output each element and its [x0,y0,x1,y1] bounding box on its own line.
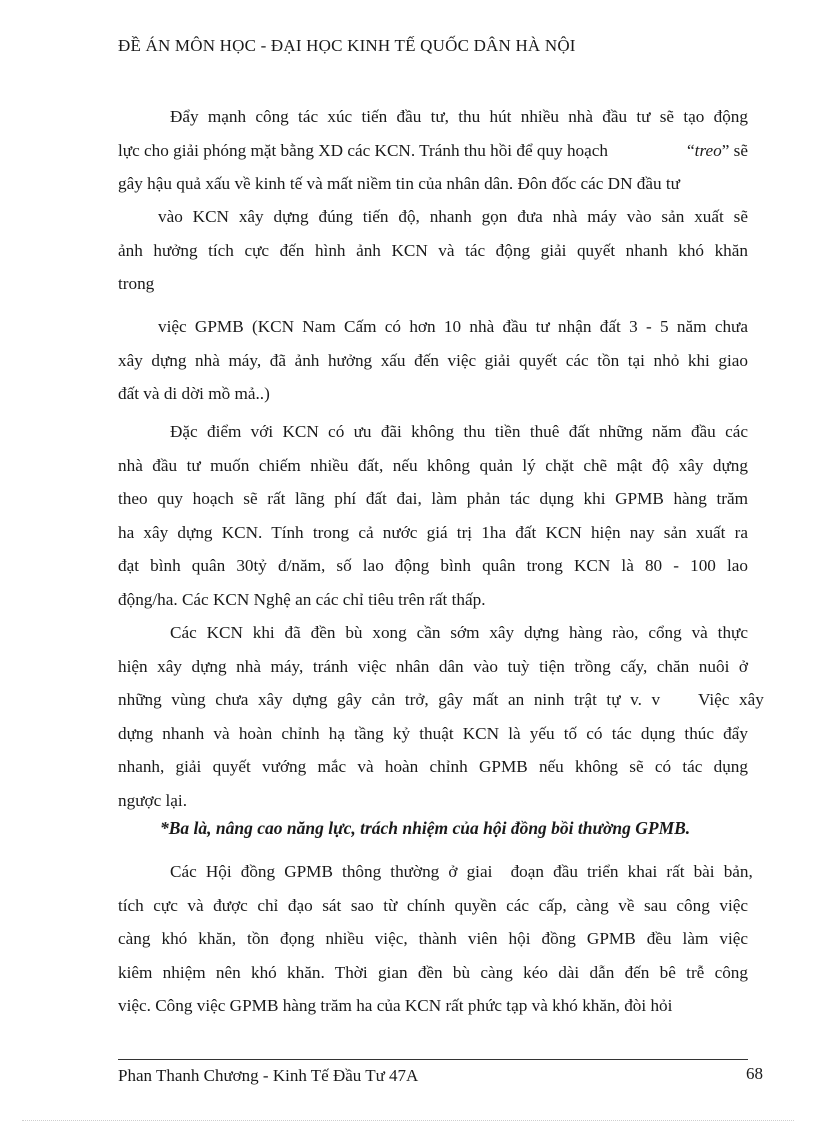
text-line [118,549,748,583]
text-line [118,922,748,956]
text-line [118,750,748,784]
line-text: gây hậu quả xấu về kinh tế và mất niềm tin của nhân dân. Đôn đốc các DN đầu tư [118,174,681,194]
line-text: nhanh, giải quyết vướng mắc và hoàn chỉnh GPMB nếu không sẽ có tác dụng [118,757,748,777]
text-line [118,989,748,1023]
paragraph-5 [118,616,764,818]
text-line [118,310,748,344]
text-line [118,889,748,923]
quote-open: “ [687,140,695,160]
text-line [118,134,748,168]
footer-author: Phan Thanh Chương - Kinh Tế Đầu Tư 47A [118,1066,419,1085]
text-line [118,717,748,751]
page-header: ĐỀ ÁN MÔN HỌC - ĐẠI HỌC KINH TẾ QUỐC DÂN HÀ NỘI [118,36,576,55]
text-line [118,583,748,617]
line-text: việc. Công việc GPMB hàng trăm ha của KCN rất phức tạp và khó khăn, đòi hỏi [118,996,673,1016]
text-line [118,650,748,684]
line-text: kiêm nhiệm nên khó khăn. Thời gian đền bù càng kéo dài dẫn đến bê trễ công [118,962,748,982]
text-line [118,200,748,234]
line-text: hiện xây dựng nhà máy, tránh việc nhân dân vào tuỳ tiện trồng cấy, chăn nuôi ở [118,656,748,676]
quote-close: ” [721,140,730,160]
line-text: đạt bình quân 30tỷ đ/năm, số lao động bình quân trong KCN là 80 - 100 lao [118,556,748,576]
italic-term: treo [694,140,722,160]
line-text: tích cực và được chỉ đạo sát sao từ chính quyền các cấp, càng về sau công việc [118,895,748,915]
text-line [118,449,748,483]
line-text: trong [118,274,155,294]
text-line [118,100,748,134]
line-text: lực cho giải phóng mặt bằng XD các KCN. Tránh thu hồi để quy hoạch [118,140,609,160]
line-text: Các Hội đồng GPMB thông thường ở giai đoạn đầu triển khai rất bài bản, [170,862,753,881]
paragraph-6 [118,855,753,1023]
line-text: Các KCN khi đã đền bù xong cần sớm xây dựng hàng rào, cổng và thực [170,623,748,642]
footer-divider [118,1059,748,1060]
section-heading: *Ba là, nâng cao năng lực, trách nhiệm của hội đồng bồi thường GPMB. [160,818,691,838]
line-text: đất và di dời mồ mả..) [118,384,270,404]
line-text: việc GPMB (KCN Nam Cấm có hơn 10 nhà đầu tư nhận đất 3 - 5 năm chưa [158,317,748,336]
text-line [118,683,764,717]
paragraph-1 [118,100,748,201]
line-text: động/ha. Các KCN Nghệ an các chỉ tiêu trên rất thấp. [118,589,486,609]
text-line [118,344,748,378]
paragraph-2 [118,200,748,301]
line-text: vào KCN xây dựng đúng tiến độ, nhanh gọn đưa nhà máy vào sản xuất sẽ [158,207,748,226]
line-text: ảnh hưởng tích cực đến hình ảnh KCN và tác động giải quyết nhanh khó khăn [118,240,748,260]
line-text: Đặc điểm với KCN có ưu đãi không thu tiền thuê đất những năm đầu các [170,422,748,441]
text-line [118,167,748,201]
text-line [118,415,748,449]
line-text: càng khó khăn, tồn đọng nhiều việc, thành viên hội đồng GPMB đều làm việc [118,929,748,949]
line-text: ha xây dựng KCN. Tính trong cả nước giá trị 1ha đất KCN hiện nay sản xuất ra [118,522,748,542]
line-text: Đẩy mạnh công tác xúc tiến đầu tư, thu hút nhiều nhà đầu tư sẽ tạo động [170,107,748,126]
line-text: nhà đầu tư muốn chiếm nhiều đất, nếu không quản lý chặt chẽ mật độ xây dựng [118,455,748,475]
line-text: theo quy hoạch sẽ rất lãng phí đất đai, làm phản tác dụng khi GPMB hàng trăm [118,489,748,509]
text-line [118,784,748,818]
text-line [118,855,753,889]
line-text: sẽ [729,140,748,160]
text-line [118,956,748,990]
text-line [118,234,748,268]
paragraph-3 [118,310,748,411]
text-line [118,482,748,516]
line-text: những vùng chưa xây dựng gây cản trở, gây mất an ninh trật tự v. v Việc xây [118,690,764,710]
line-text: ngược lại. [118,790,187,810]
text-line [118,616,748,650]
line-text: dựng nhanh và hoàn chỉnh hạ tầng kỷ thuật KCN là yếu tố có tác dụng thúc đẩy [118,723,748,743]
paragraph-4 [118,415,748,617]
line-text: xây dựng nhà máy, đã ảnh hưởng xấu đến việc giải quyết các tồn tại nhỏ khi giao [118,350,748,370]
page-number: 68 [746,1064,763,1083]
page-bottom-border [22,1120,794,1121]
text-line [118,377,748,411]
text-line [118,267,748,301]
text-line [118,516,748,550]
